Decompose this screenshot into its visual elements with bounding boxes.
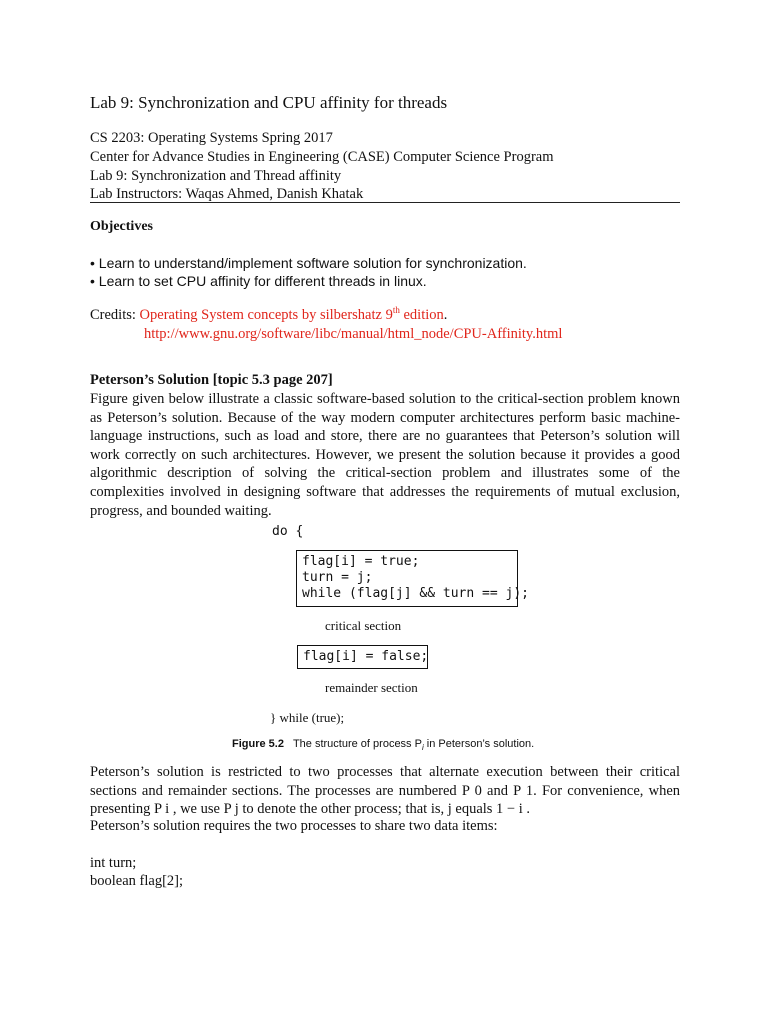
- instructors-line: Lab Instructors: Waqas Ahmed, Danish Khatak: [90, 186, 364, 202]
- exit-line: flag[i] = false;: [303, 649, 429, 664]
- caption-label: Figure 5.2: [232, 738, 284, 750]
- share-line: Peterson’s solution requires the two processes to share two data items:: [90, 818, 498, 834]
- document-title: Lab 9: Synchronization and CPU affinity for threads: [90, 93, 448, 112]
- credits-url-link[interactable]: http://www.gnu.org/software/libc/manual/html_node/CPU-Affinity.html: [144, 326, 563, 342]
- critical-section-label: critical section: [325, 618, 402, 633]
- figure-caption: Figure 5.2 The structure of process $P_i$ in Peterson’s solution.: [232, 738, 535, 753]
- objectives-heading: Objectives: [90, 219, 153, 234]
- credits-period: .: [443, 306, 448, 323]
- credits-line: [90, 305, 447, 324]
- credits-label: Credits:: [90, 306, 140, 323]
- remainder-section-label: remainder section: [325, 680, 418, 695]
- objective-item: • Learn to set CPU affinity for different threads in linux.: [90, 273, 427, 289]
- code-line-flag: boolean flag[2];: [90, 873, 184, 889]
- peterson-intro-paragraph: Figure given below illustrate a classic software-based solution to the critical-section problem known as Peterson’s solution. Because of the way modern computer architectures perform basic machine-language instructions, such as load and store, there are no guarantees that Peterson’s solution will work correctly on such architectures. However, we present the solution because it provides a good algorithmic description of solving the critical-section problem and illustrates some of the complexities involved in designing software that addresses the requirements of mutual exclusion, progress, and bounded waiting.: [90, 391, 680, 519]
- credits-book-link[interactable]: Operating System concepts by silbershatz 9th edition: [139, 305, 444, 323]
- header-divider: [90, 202, 680, 203]
- peterson-heading: Peterson’s Solution [topic 5.3 page 207]: [90, 372, 333, 388]
- objective-item: • Learn to understand/implement software solution for synchronization.: [90, 255, 527, 271]
- course-line: CS 2203: Operating Systems Spring 2017: [90, 130, 333, 146]
- figure-do-line: do {: [272, 524, 304, 539]
- figure-end-line: } while (true);: [270, 710, 345, 725]
- entry-line: flag[i] = true;: [302, 554, 420, 569]
- code-line-turn: int turn;: [90, 855, 137, 871]
- restricted-paragraph: Peterson’s solution is restricted to two processes that alternate execution between their critical sections and remainder sections. The processes are numbered P 0 and P 1. For convenience, when presenting P i , we use P j to denote the other process; that is, j equals 1 − i .: [90, 764, 680, 818]
- lab-line: Lab 9: Synchronization and Thread affinity: [90, 168, 342, 184]
- center-line: Center for Advance Studies in Engineering (CASE) Computer Science Program: [90, 149, 554, 165]
- entry-line: while (flag[j] && turn == j);: [302, 586, 529, 601]
- entry-line: turn = j;: [302, 570, 373, 585]
